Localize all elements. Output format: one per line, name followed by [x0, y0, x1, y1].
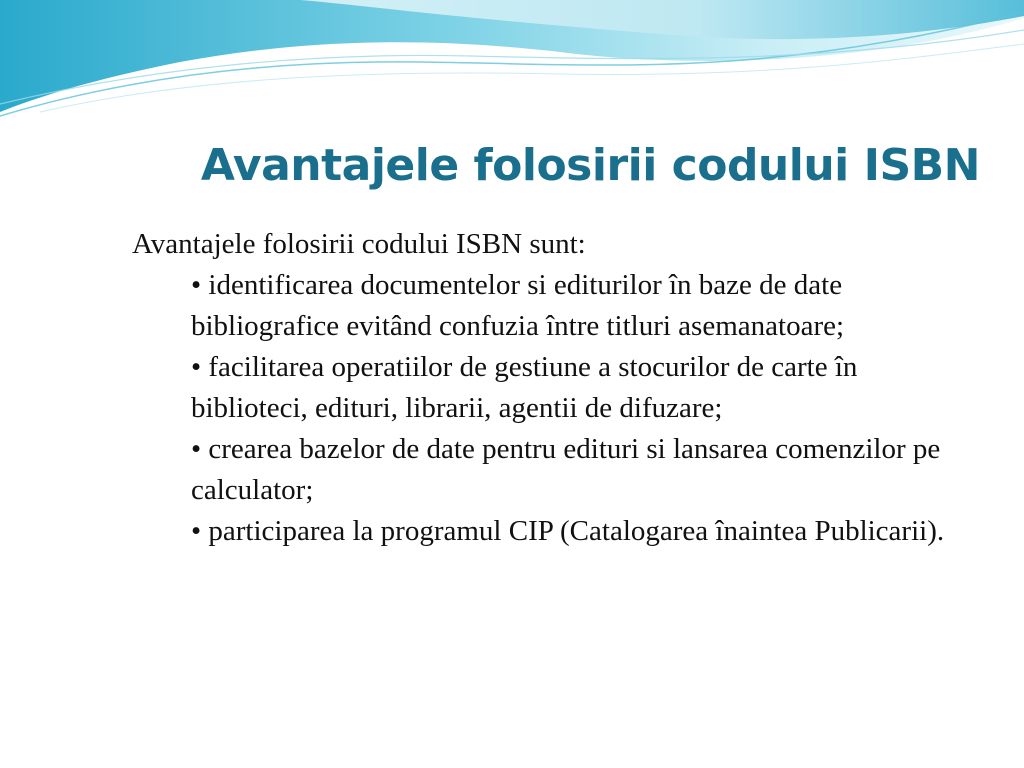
slide-title: Avantajele folosirii codului ISBN	[200, 140, 980, 191]
list-item: • crearea bazelor de date pentru edituri si lansarea comenzilor pe calculator;	[191, 433, 941, 506]
slide-body	[132, 224, 962, 552]
advantages-list	[132, 265, 962, 552]
list-item: • identificarea documentelor si editurilor în baze de date bibliografice evitând confuzia între titluri asemanatoare;	[191, 269, 845, 342]
list-item: • facilitarea operatiilor de gestiune a stocurilor de carte în biblioteci, edituri, librarii, agentii de difuzare;	[191, 351, 858, 424]
list-item: • participarea la programul CIP (Catalogarea înaintea Publicarii).	[191, 515, 945, 547]
header-wave-decoration	[0, 0, 1024, 130]
intro-text: Avantajele folosirii codului ISBN sunt:	[132, 228, 586, 260]
